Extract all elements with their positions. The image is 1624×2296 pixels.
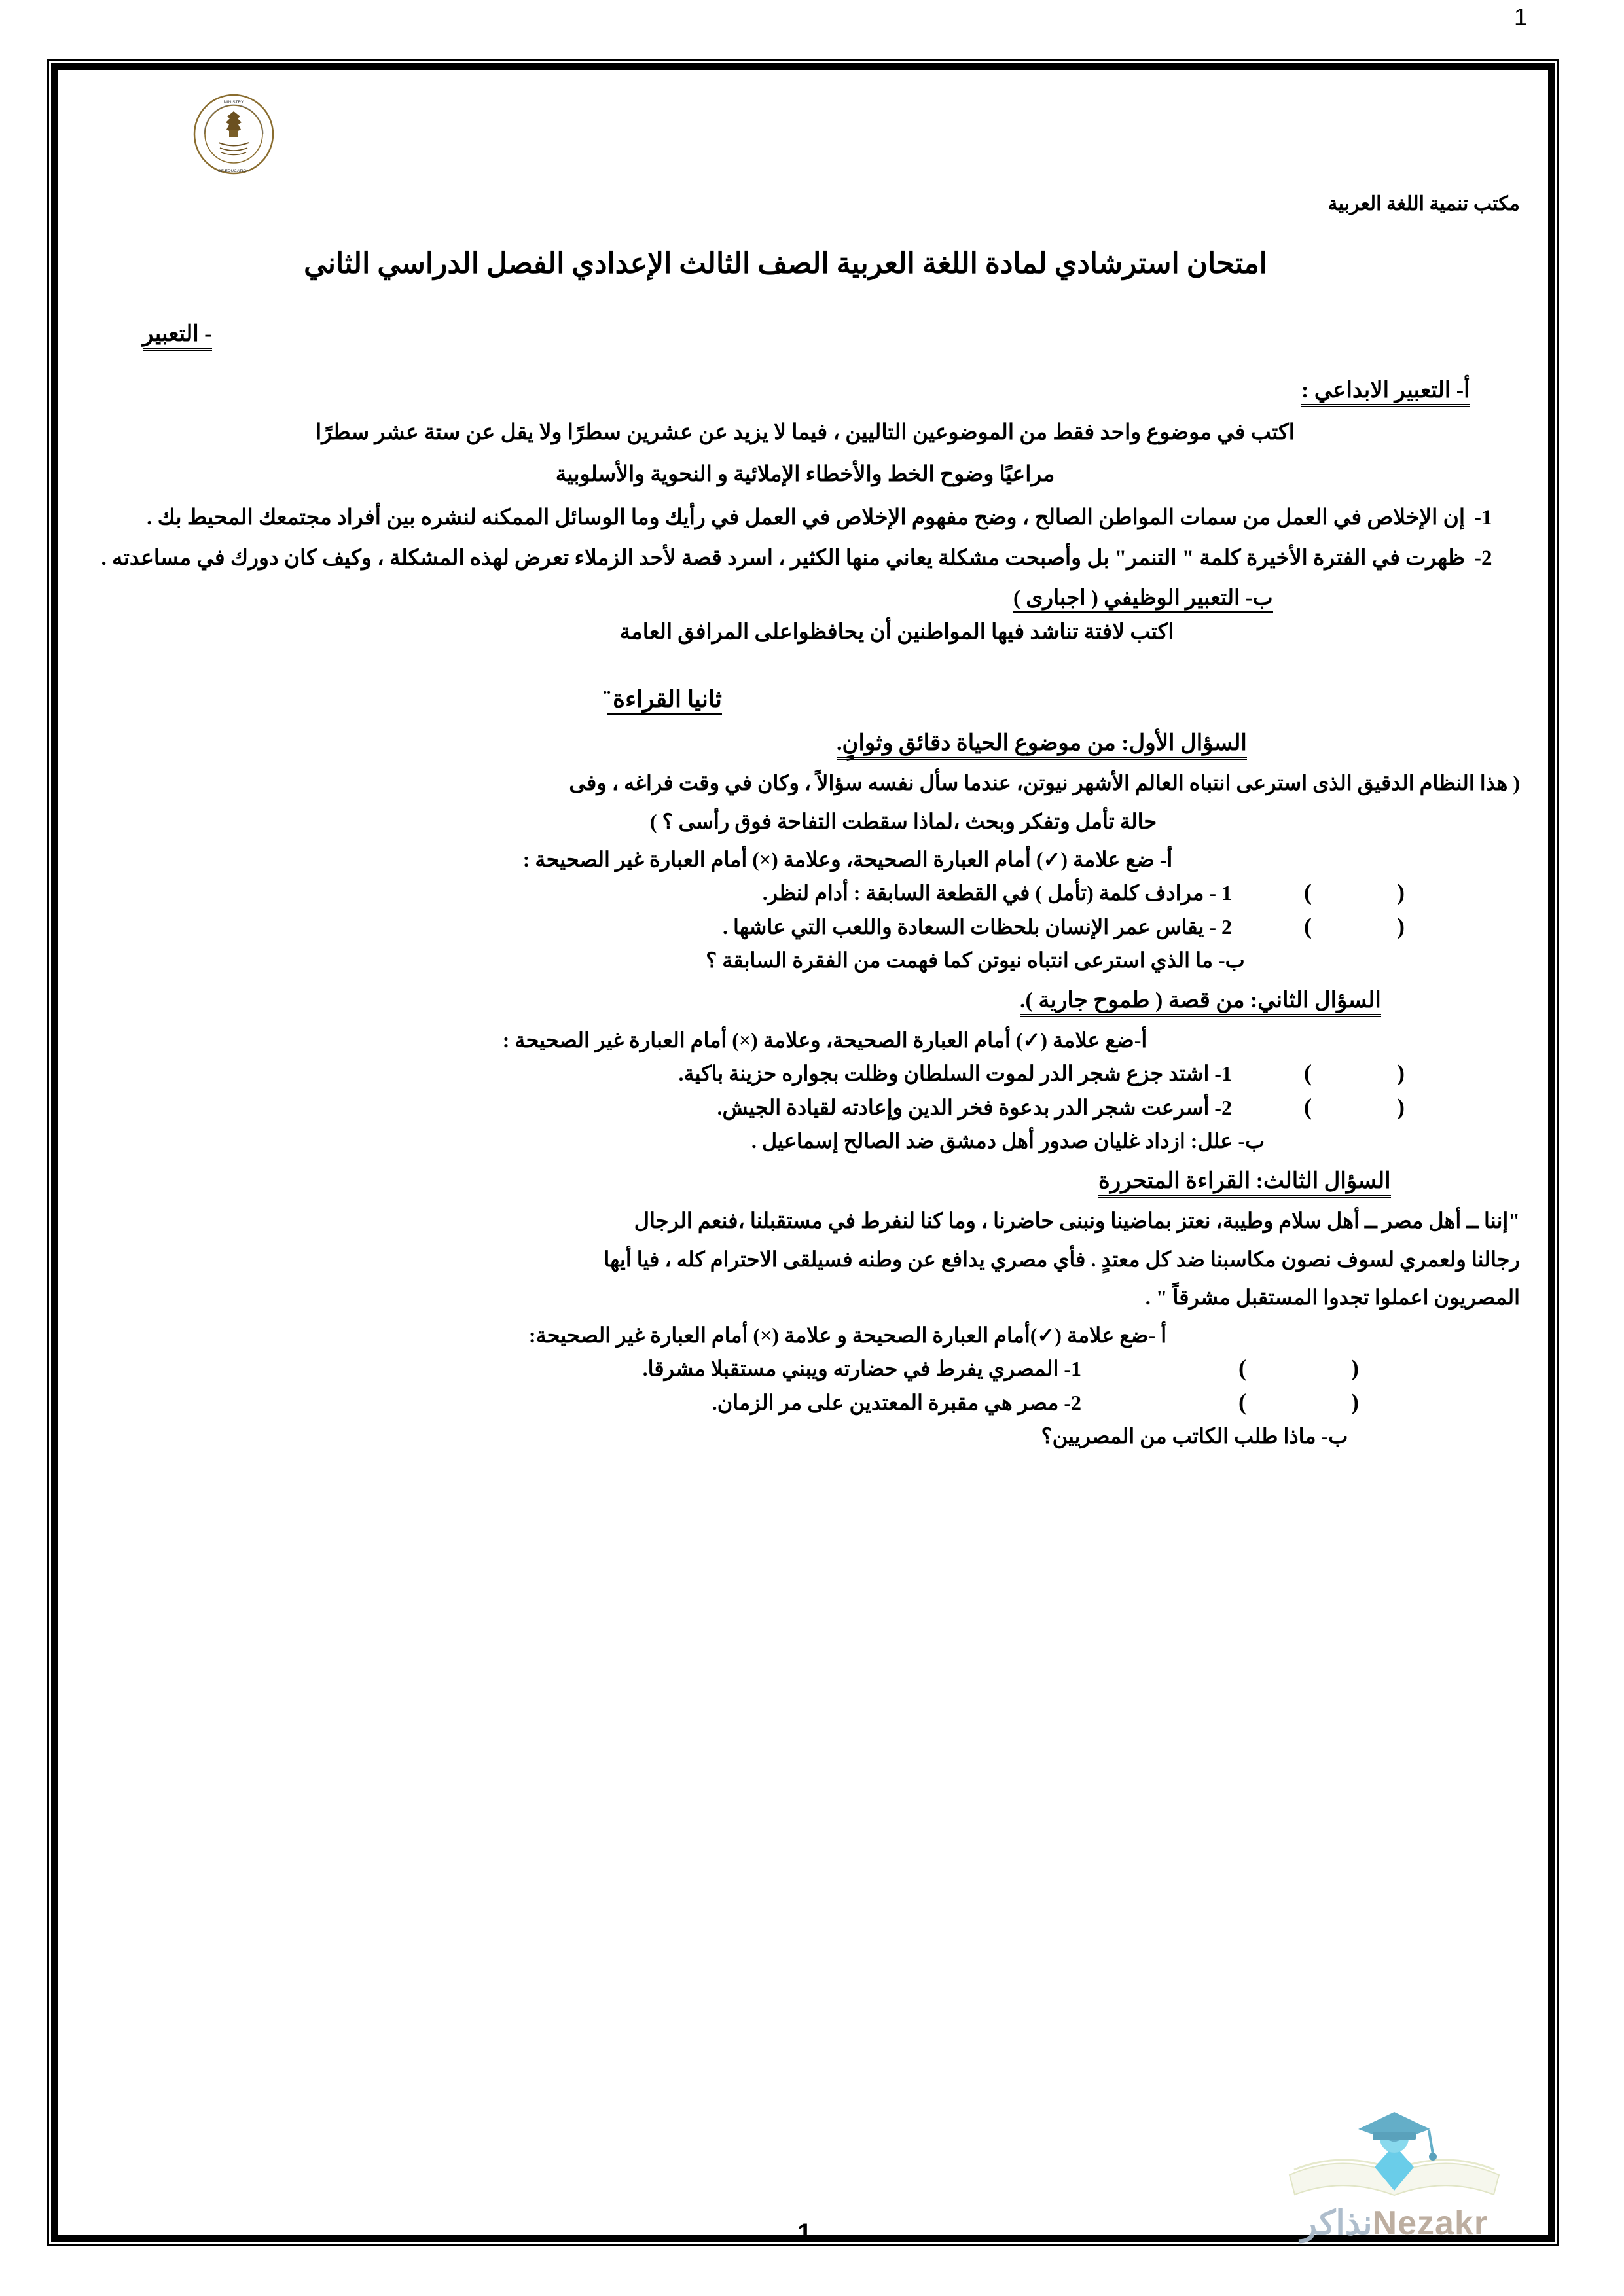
paren-open: ( — [1238, 1389, 1246, 1416]
table-row — [90, 1059, 1520, 1086]
table-row — [90, 1093, 1520, 1121]
paren-open: ( — [1304, 1060, 1312, 1086]
q3-passage-line-2: رجالنا ولعمري لسوف نصون مكاسبنا ضد كل معتدٍ . فأي مصري يدافع عن وطنه فسيلقى الاحترام كله ، فيا أيها — [604, 1247, 1520, 1271]
paren-close: ) — [1397, 913, 1405, 940]
page-number-bottom: 1 — [797, 2219, 812, 2248]
topic-number: 1- — [1474, 505, 1492, 529]
table-row — [90, 1354, 1520, 1382]
topic-text: إن الإخلاص في العمل من سمات المواطن الصالح ، وضح مفهوم الإخلاص في العمل في رأيك وما الوسائل الممكنه لنشره بين أفراد مجتمعك المحيط بك . — [147, 505, 1465, 529]
page-number-top: 1 — [1513, 3, 1527, 30]
answer-blank[interactable] — [1232, 1059, 1520, 1086]
section-heading-reading-text: ثانيا القراءة ̈ — [607, 685, 722, 715]
answer-blank[interactable] — [1232, 878, 1520, 906]
exam-title: امتحان استرشادي لمادة اللغة العربية الصف الثالث الإعدادي الفصل الدراسي الثاني — [304, 247, 1267, 279]
question-heading-two — [1020, 987, 1520, 1017]
paren-close: ) — [1397, 1060, 1405, 1086]
q1-sub-a-instruction: أ- ضع علامة (✓) أمام العبارة الصحيحة، وعلامة (×) أمام العبارة غير الصحيحة : — [522, 848, 1173, 872]
question-heading-three-text: السؤال الثالث: القراءة المتحررة — [1098, 1168, 1391, 1198]
question-heading-two-text: السؤال الثاني: من قصة ( طموح جارية ). — [1020, 987, 1381, 1017]
document-content — [72, 79, 1538, 2219]
subsection-heading-creative-text: أ- التعبير الابداعي : — [1301, 377, 1470, 407]
svg-text:MINISTRY: MINISTRY — [223, 100, 244, 105]
logo-row — [90, 92, 276, 177]
q1-passage-line-2: حالة تأمل وتفكر وبحث ،لماذا سقطت التفاحة فوق رأسى ؟ ) — [649, 809, 1157, 833]
watermark — [1254, 2104, 1535, 2261]
section-heading-expression — [143, 321, 1520, 351]
section-heading-expression-text: - التعبير — [143, 321, 212, 351]
q2-statement-1: 1- اشتد جزع شجر الدر لموت السلطان وظلت بجواره حزينة باكية. — [678, 1062, 1232, 1086]
section-heading-reading — [90, 685, 1520, 715]
paren-close: ) — [1351, 1355, 1359, 1382]
answer-blank[interactable] — [1232, 912, 1520, 940]
creative-instruction-line-2: مراعيًا وضوح الخط والأخطاء الإملائية و النحوية والأسلوبية — [555, 462, 1055, 486]
q3-sub-a-instruction: أ -ضع علامة (✓)أمام العبارة الصحيحة و علامة (×) أمام العبارة غير الصحيحة: — [528, 1323, 1167, 1348]
table-row — [90, 1388, 1520, 1416]
paren-close: ) — [1397, 879, 1405, 906]
paren-open: ( — [1304, 879, 1312, 906]
q1-passage-line-1: ( هذا النظام الدقيق الذى استرعى انتباه العالم الأشهر نيوتن، عندما سأل نفسه سؤالاً ، وكان في وقت فراغه ، وفى — [569, 771, 1520, 795]
office-name: مكتب تنمية اللغة العربية — [1327, 193, 1520, 215]
list-item — [90, 543, 1520, 575]
paren-open: ( — [1238, 1355, 1246, 1382]
svg-text:OF EDUCATION: OF EDUCATION — [217, 169, 250, 173]
paren-close: ) — [1351, 1389, 1359, 1416]
q3-statement-1: 1- المصري يفرط في حضارته ويبني مستقبلا مشرقا. — [642, 1357, 1081, 1381]
creative-instruction-line-1: اكتب في موضوع واحد فقط من الموضوعين التاليين ، فيما لا يزيد عن عشرين سطرًا ولا يقل عن ستة عشر سطرًا — [316, 421, 1295, 444]
answer-blank[interactable] — [1081, 1354, 1520, 1382]
q3-statement-2: 2- مصر هي مقبرة المعتدين على مر الزمان. — [712, 1391, 1081, 1415]
graduation-book-icon — [1254, 2104, 1535, 2215]
question-heading-three — [1098, 1168, 1520, 1198]
q3-passage-line-1: "إننا ــ أهل مصر ــ أهل سلام وطيبة، نعتز بماضينا ونبنى حاضرنا ، وما كنا لنفرط في مستقبلنا ،فنعم الرجال — [634, 1209, 1520, 1233]
question-heading-one — [837, 730, 1520, 760]
q3-sub-b-question: ب- ماذا طلب الكاتب من المصريين؟ — [1041, 1424, 1348, 1448]
functional-instruction: اكتب لافتة تناشد فيها المواطنين أن يحافظواعلى المرافق العامة — [619, 620, 1174, 645]
topic-text: ظهرت في الفترة الأخيرة كلمة " التنمر" بل وأصبحت مشكلة يعاني منها الكثير ، اسرد قصة لأحد الزملاء تعرض لهذه المشكلة ، وكيف كان دورك في مساعدته . — [101, 546, 1465, 570]
answer-blank[interactable] — [1232, 1093, 1520, 1121]
essay-topic-list — [90, 503, 1520, 575]
paren-close: ) — [1397, 1094, 1405, 1121]
q3-passage-line-3: المصريون اعملوا تجدوا المستقبل مشرقاً " . — [1145, 1285, 1520, 1309]
q1-sub-b-question: ب- ما الذي استرعى انتباه نيوتن كما فهمت من الفقرة السابقة ؟ — [706, 948, 1245, 973]
q2-sub-b-question: ب- علل: ازداد غليان صدور أهل دمشق ضد الصالح إسماعيل . — [751, 1129, 1265, 1153]
paren-open: ( — [1304, 1094, 1312, 1121]
paren-open: ( — [1304, 913, 1312, 940]
q2-statement-2: 2- أسرعت شجر الدر بدعوة فخر الدين وإعادته لقيادة الجيش. — [717, 1096, 1232, 1120]
answer-blank[interactable] — [1081, 1388, 1520, 1416]
subsection-heading-functional — [1013, 584, 1520, 613]
subsection-heading-creative — [1301, 377, 1520, 407]
q1-statement-2: 2 - يقاس عمر الإنسان بلحظات السعادة واللعب التي عاشها . — [723, 915, 1232, 939]
watermark-text — [1254, 2204, 1535, 2243]
ministry-emblem-icon — [191, 92, 276, 177]
question-heading-one-text: السؤال الأول: من موضوع الحياة دقائق وثوانٍ. — [837, 730, 1247, 760]
list-item — [90, 503, 1520, 534]
subsection-heading-functional-text: ب- التعبير الوظيفي ( اجبارى ) — [1013, 584, 1273, 613]
watermark-arabic: نذاكر — [1300, 2204, 1373, 2242]
table-row — [90, 912, 1520, 940]
table-row — [90, 878, 1520, 906]
watermark-latin: Nezakr — [1372, 2204, 1489, 2242]
q2-sub-a-instruction: أ-ضع علامة (✓) أمام العبارة الصحيحة، وعلامة (×) أمام العبارة غير الصحيحة : — [502, 1028, 1147, 1052]
q1-statement-1: 1 - مرادف كلمة (تأمل ) في القطعة السابقة : أدام لنظر. — [762, 881, 1232, 905]
topic-number: 2- — [1474, 546, 1492, 570]
